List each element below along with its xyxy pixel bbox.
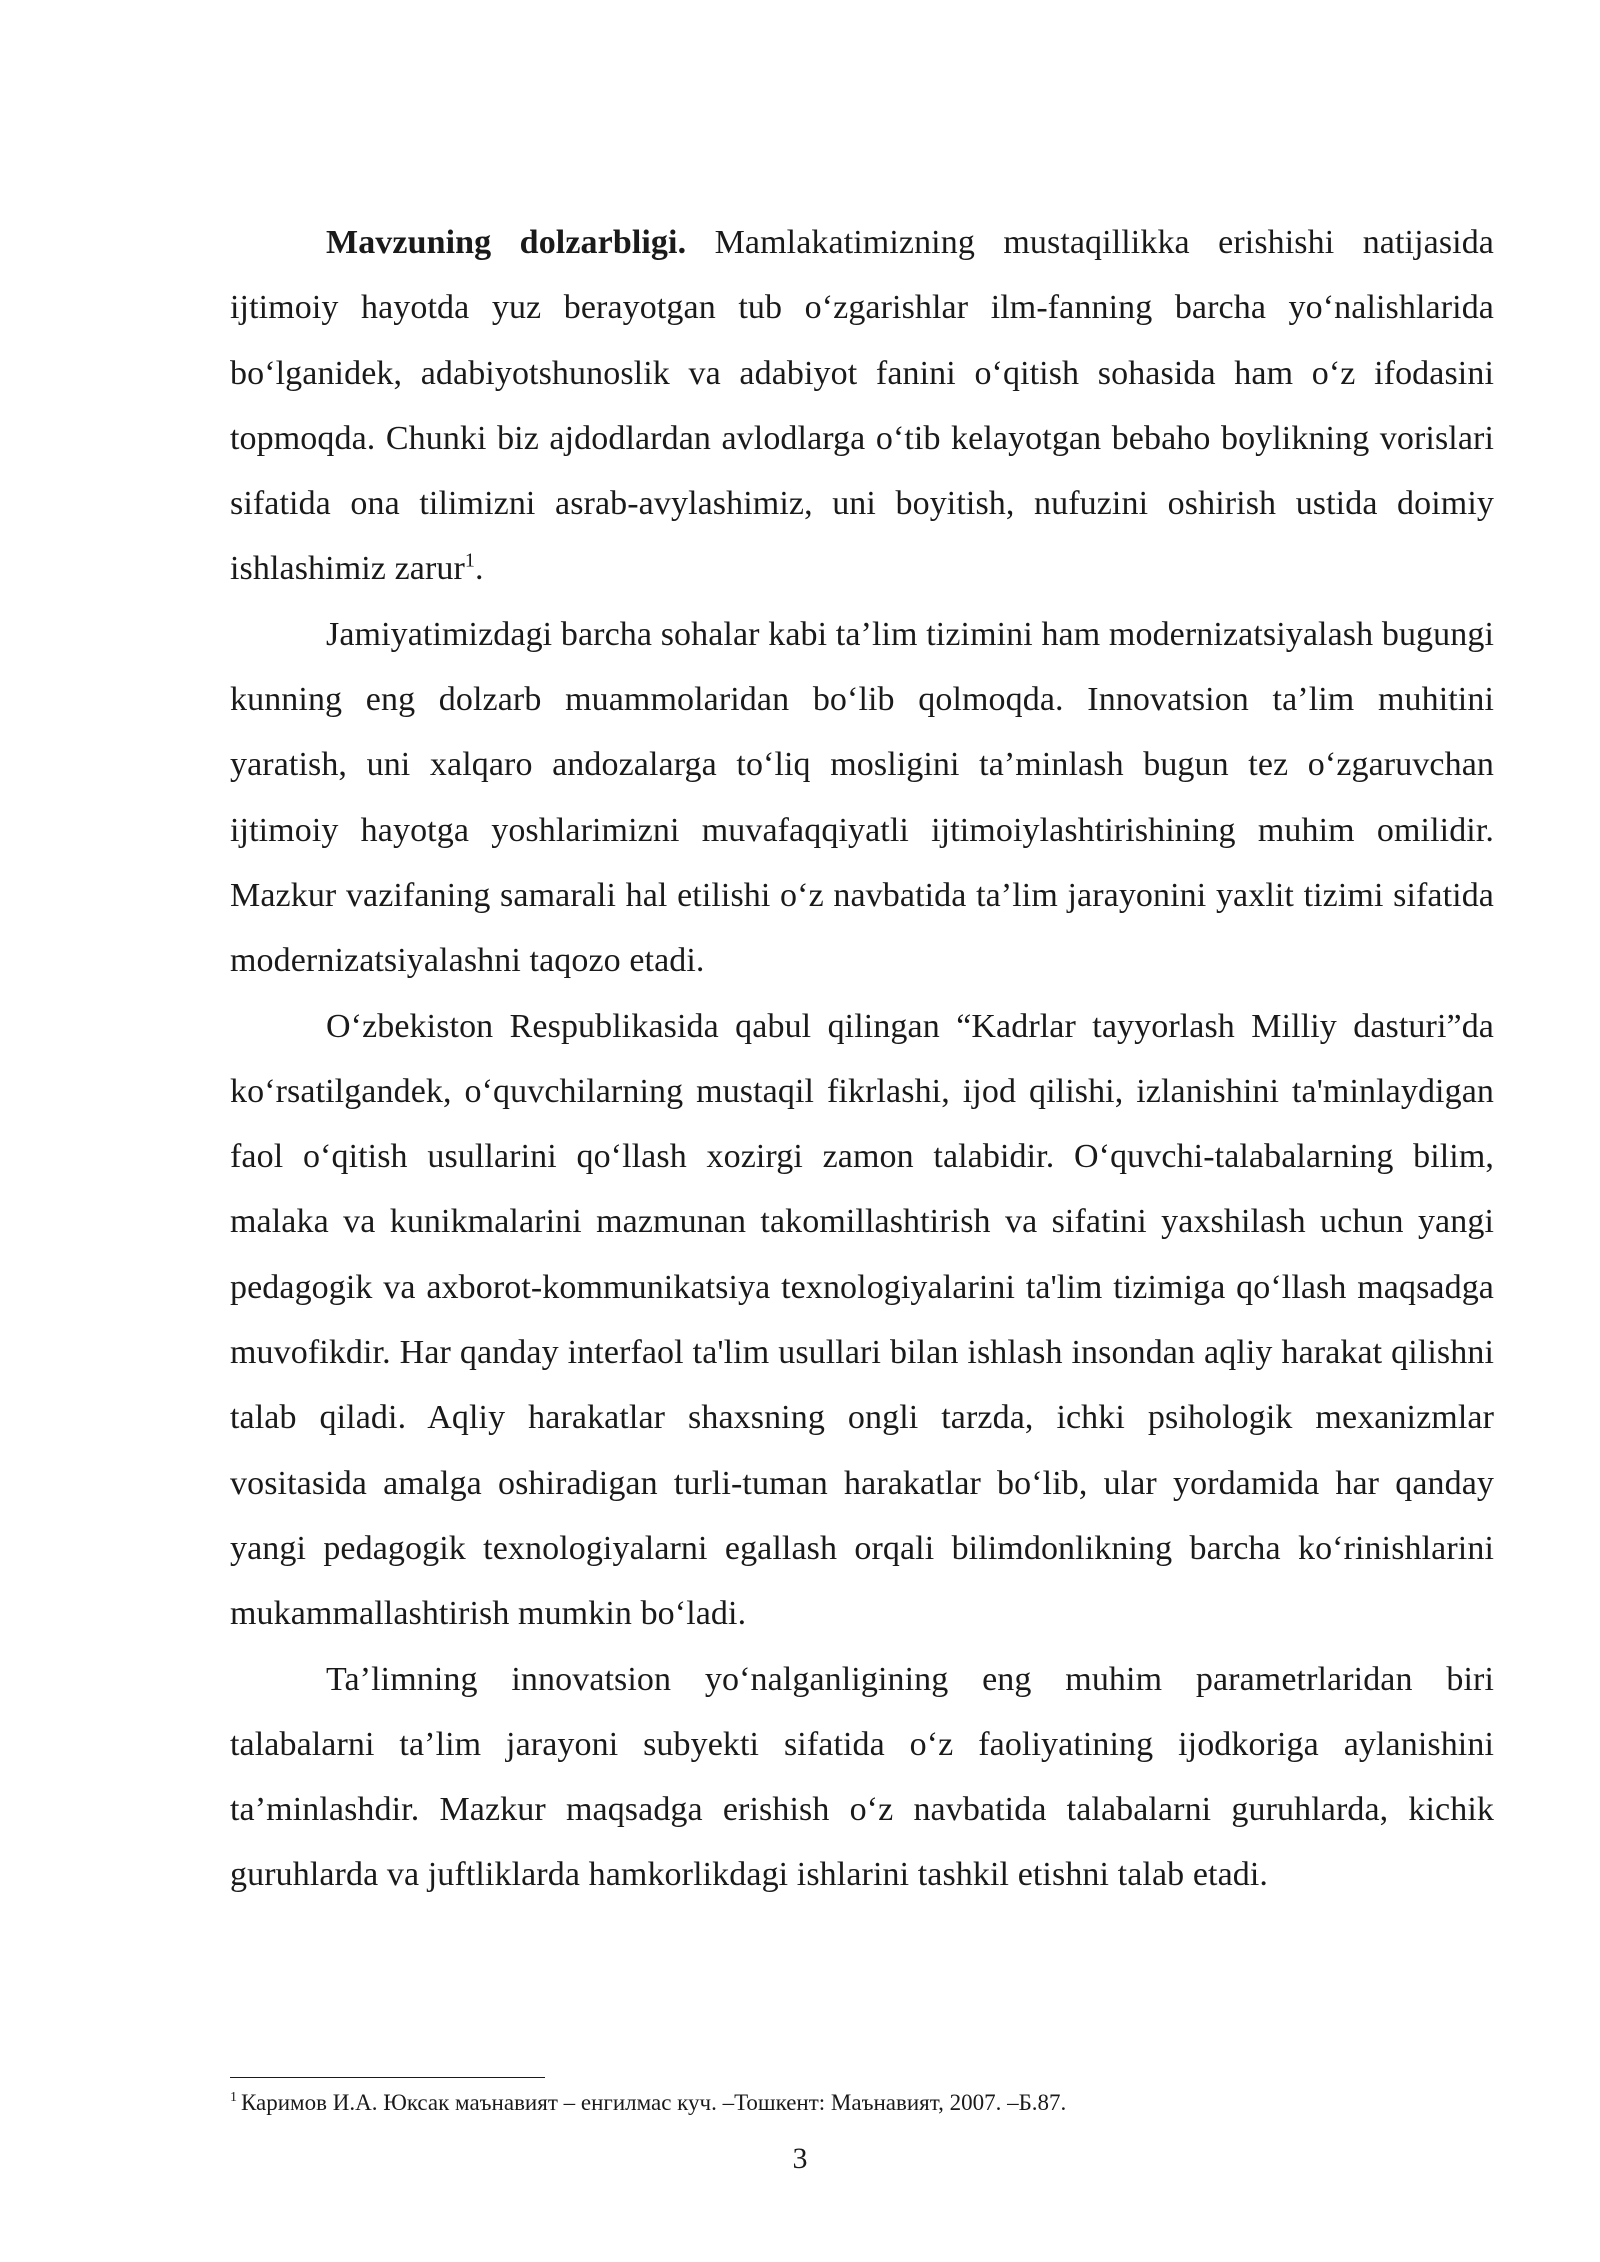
paragraph-3: O‘zbekiston Respublikasida qabul qilingan “Kadrlar tayyorlash Milliy dasturi”da ko‘rsatilgandek, o‘quvchilarning mustaqil fikrlashi, ijod qilishi, izlanishini ta'minlaydigan faol o‘qitish usullarini qo‘llash xozirgi zamon talabidir. O‘quvchi-talabalarning bilim, malaka va kunikmalarini mazmunan takomillashtirish va sifatini yaxshilash uchun yangi pedagogik va axborot-kommunikatsiya texnologiyalarini ta'lim tizimiga qo‘llash maqsadga muvofikdir. Har qanday interfaol ta'lim usullari bilan ishlash insondan aqliy harakat qilishni talab qiladi. Aqliy harakatlar shaxsning ongli tarzda, ichki psihologik mexanizmlar vositasida amalga oshiradigan turli-tuman harakatlar bo‘lib, ular yordamida har qanday yangi pedagogik texnologiyalarni egallash orqali bilimdonlikning barcha ko‘rinishlarini mukammallashtirish mumkin bo‘ladi. [230, 1007, 1494, 1633]
footnote-mark: 1 [230, 2090, 237, 2106]
footnote [230, 2088, 1494, 2118]
footnote-text: Каримов И.А. Юксак маънавият – енгилмас куч. –Тошкент: Маънавият, 2007. –Б.87. [241, 2090, 1067, 2115]
paragraph-4: Ta’limning innovatsion yo‘nalganligining eng muhim parametrlaridan biri talabalarni ta’lim jarayoni subyekti sifatida o‘z faoliyatining ijodkoriga aylanishini ta’minlashdir. Mazkur maqsadga erishish o‘z navbatida talabalarni guruhlarda, kichik guruhlarda va juftliklarda hamkorlikdagi ishlarini tashkil etishni talab etadi. [230, 1660, 1494, 1894]
page-number: 3 [792, 2142, 808, 2175]
section-heading: Mavzuning dolzarbligi. [326, 224, 687, 261]
paragraph-2: Jamiyatimizdagi barcha sohalar kabi ta’lim tizimini ham modernizatsiyalash bugungi kunning eng dolzarb muammolaridan bo‘lib qolmoqda. Innovatsion ta’lim muhitini yaratish, uni xalqaro andozalarga to‘liq mosligini ta’minlash bugun tez o‘zgaruvchan ijtimoiy hayotga yoshlarimizni muvafaqqiyatli ijtimoiylashtirishining muhim omilidir. Mazkur vazifaning samarali hal etilishi o‘z navbatida ta’lim jarayonini yaxlit tizimi sifatida modernizatsiyalashni taqozo etadi. [230, 615, 1494, 980]
paragraph-1-text: Mamlakatimizning mustaqillikka erishishi natijasida ijtimoiy hayotda yuz berayotgan tub o‘zgarishlar ilm-fanning barcha yo‘nalishlarida bo‘lganidek, adabiyotshunoslik va adabiyot fanini o‘qitish sohasida ham o‘z ifodasini topmoqda. Chunki biz ajdodlardan avlodlarga o‘tib kelayotgan bebaho boylikning vorislari sifatida ona tilimizni asrab-avylashimiz, uni boyitish, nufuzini oshirish ustida doimiy ishlashimiz zarur [230, 224, 1494, 588]
paragraph-1-tail: . [475, 550, 484, 588]
body-text [230, 210, 1494, 1908]
footnote-reference[interactable]: 1 [464, 550, 476, 573]
paragraph-1 [230, 210, 1494, 602]
footnote-divider [230, 2077, 545, 2078]
